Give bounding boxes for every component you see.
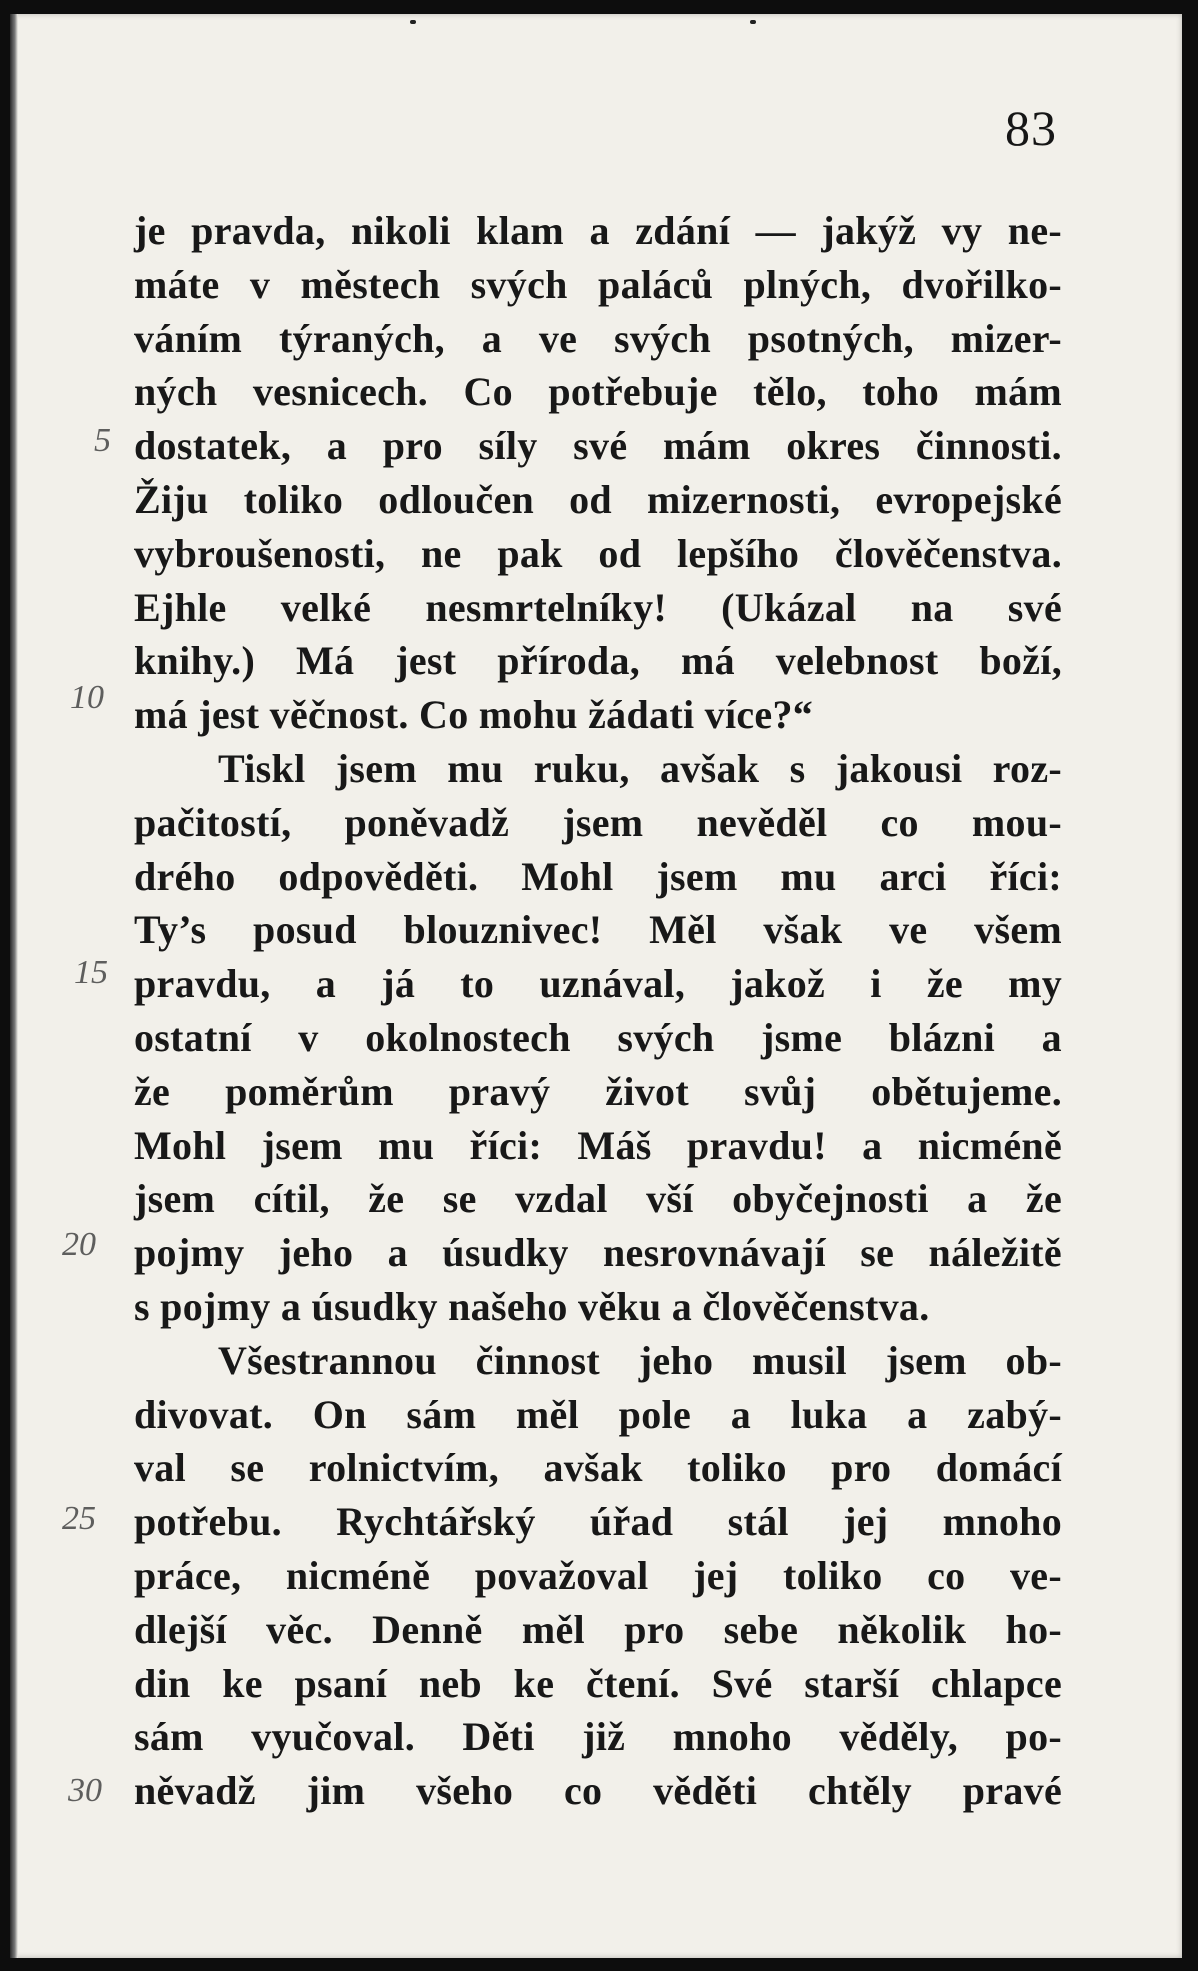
text-line: Ty’s posud blouznivec! Měl však ve všem	[134, 907, 1062, 953]
margin-line-number: 5	[94, 422, 111, 459]
text-line: pravdu, a já to uznával, jakož i že my	[134, 961, 1062, 1007]
text-line: Ejhle velké nesmrtelníky! (Ukázal na své	[134, 584, 1062, 630]
text-line: sám vyučoval. Děti již mnoho věděly, po-	[134, 1714, 1062, 1760]
text-line: Všestrannou činnost jeho musil jsem ob-	[218, 1337, 1062, 1383]
page-binding-edge	[10, 14, 18, 1958]
margin-line-number: 25	[62, 1500, 96, 1537]
text-line: din ke psaní neb ke čtení. Své starší chlapce	[134, 1660, 1062, 1706]
text-line: drého odpověděti. Mohl jsem mu arci říci:	[134, 853, 1062, 899]
text-line: váním týraných, a ve svých psotných, mizer-	[134, 315, 1062, 361]
text-line: má jest věčnost. Co mohu žádati více?“	[134, 692, 814, 738]
text-line: něvadž jim všeho co věděti chtěly pravé	[134, 1768, 1062, 1814]
text-line: Mohl jsem mu říci: Máš pravdu! a nicméně	[134, 1122, 1062, 1168]
page-number: 83	[1005, 100, 1057, 156]
body-text	[134, 204, 1062, 1818]
book-page	[10, 14, 1182, 1958]
text-line: jsem cítil, že se vzdal vší obyčejnosti a že	[134, 1176, 1062, 1222]
text-line: ných vesnicech. Co potřebuje tělo, toho mám	[134, 369, 1062, 415]
text-line: dostatek, a pro síly své mám okres činnosti.	[134, 423, 1062, 469]
margin-line-number: 10	[70, 679, 104, 716]
print-speck	[750, 20, 756, 24]
text-line: val se rolnictvím, avšak toliko pro domácí	[134, 1445, 1062, 1491]
text-line: Tiskl jsem mu ruku, avšak s jakousi roz-	[218, 745, 1062, 791]
text-line: Žiju toliko odloučen od mizernosti, evropejské	[134, 476, 1062, 522]
text-line: že poměrům pravý život svůj obětujeme.	[134, 1068, 1062, 1114]
text-line: dlejší věc. Denně měl pro sebe několik ho-	[134, 1606, 1062, 1652]
text-line: knihy.) Má jest příroda, má velebnost boží,	[134, 638, 1062, 684]
text-line: ostatní v okolnostech svých jsme blázni a	[134, 1014, 1062, 1060]
text-line: potřebu. Rychtářský úřad stál jej mnoho	[134, 1499, 1062, 1545]
margin-line-number: 15	[74, 954, 108, 991]
text-line: s pojmy a úsudky našeho věku a člověčenstva.	[134, 1283, 930, 1329]
text-line: vybroušenosti, ne pak od lepšího člověčenstva.	[134, 530, 1062, 576]
text-line: je pravda, nikoli klam a zdání — jakýž vy ne-	[134, 208, 1062, 253]
text-line: máte v městech svých paláců plných, dvořilko-	[134, 261, 1062, 307]
margin-line-number: 20	[62, 1226, 96, 1263]
text-line: pojmy jeho a úsudky nesrovnávají se náležitě	[134, 1230, 1062, 1276]
text-line: divovat. On sám měl pole a luka a zabý-	[134, 1391, 1062, 1437]
margin-line-number: 30	[68, 1772, 102, 1809]
text-line: pačitostí, poněvadž jsem nevěděl co mou-	[134, 799, 1062, 845]
text-line: práce, nicméně považoval jej toliko co ve-	[134, 1552, 1062, 1598]
print-speck	[410, 20, 416, 24]
